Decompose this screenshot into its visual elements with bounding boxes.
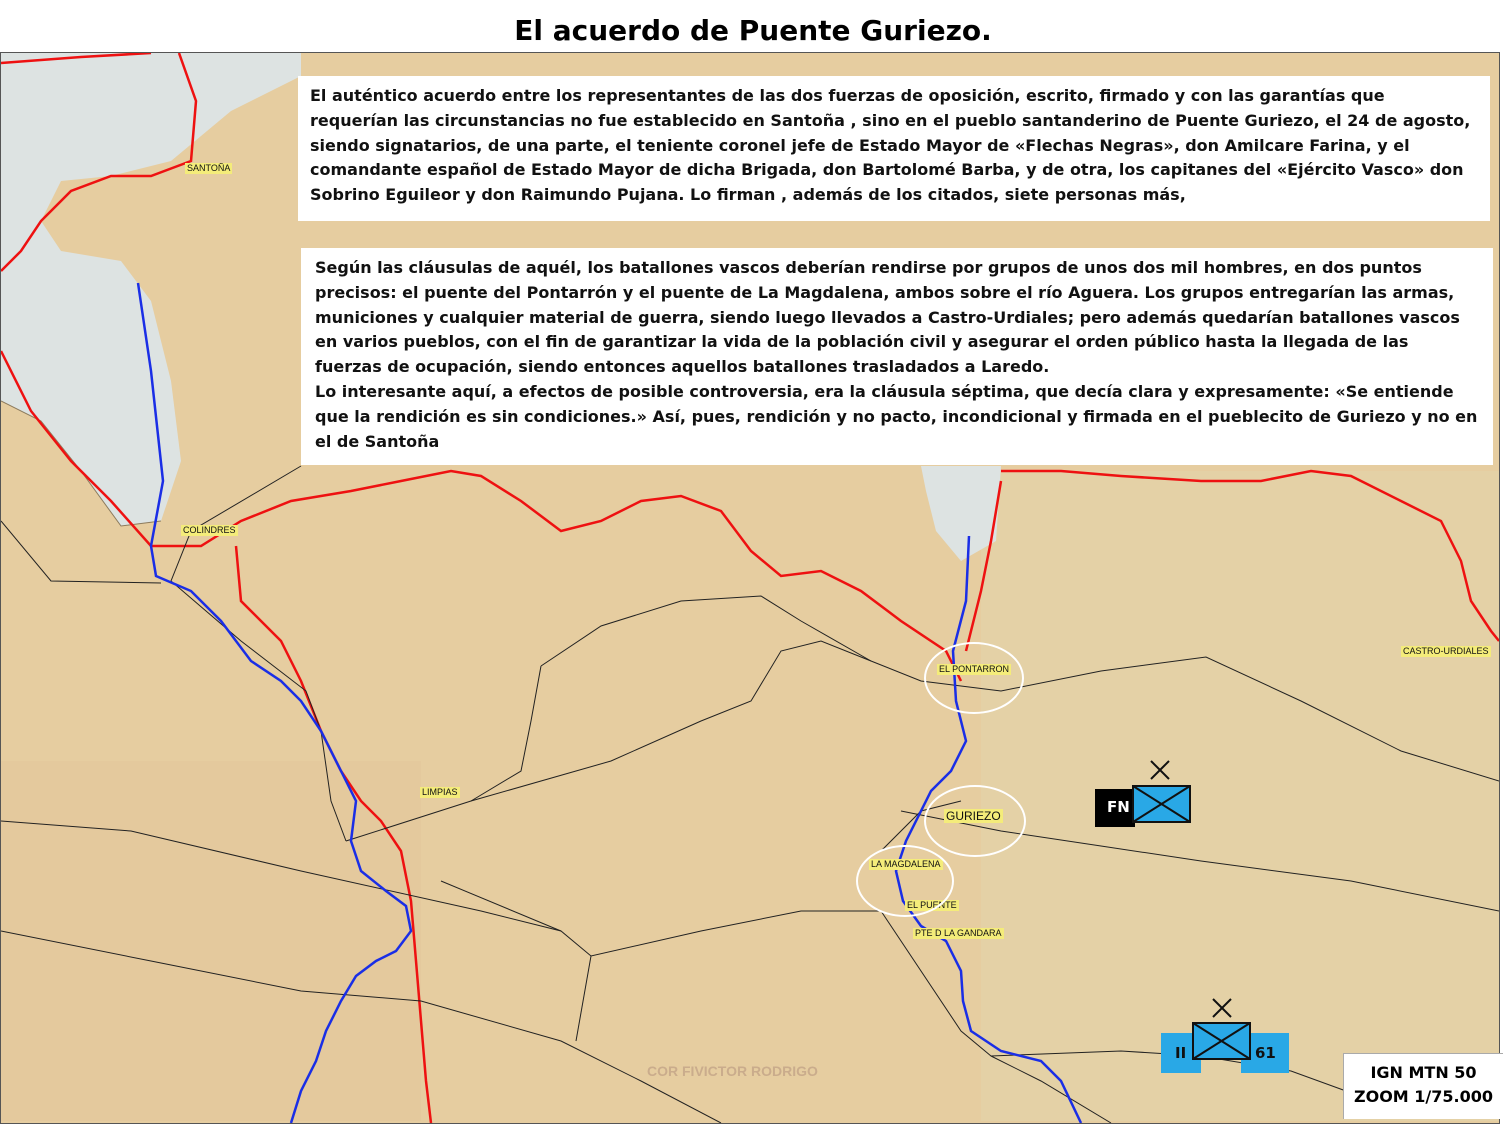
paragraph-2a: Según las cláusulas de aquél, los batallones vascos deberían rendirse por grupos de unos dos mil hombres, en dos puntos precisos: el puente del Pontarrón y el puente de La Magdalena, ambos sobre el río Aguera. Los grupos entregarían las armas, municiones y cualquier material de guerra, siendo luego llevados a Castro-Urdiales; pero además quedarían batallones vascos en varios pueblos, con el fin de garantizar la vida de la población civil y asegurar el orden público hasta la llegada de las fuerzas de ocupación, siendo entonces aquellos batallones trasladados a Laredo.	[315, 258, 1460, 377]
text-box-paragraph-2	[301, 248, 1493, 465]
scale-line-2: ZOOM 1/75.000	[1353, 1087, 1493, 1106]
highlight-ellipse-guriezo	[924, 785, 1026, 857]
place-label-colindres: COLINDRES	[183, 525, 236, 535]
fn-unit-label: FN	[1107, 798, 1130, 816]
battalion-unit-symbol[interactable]	[1191, 995, 1253, 1063]
paragraph-2b: Lo interesante aquí, a efectos de posible controversia, era la cláusula séptima, que decía clara y expresamente: «Se entiende que la rendición es sin condiciones.» Así, pues, rendición y no pacto, incondicional y firmada en el pueblecito de Guriezo y no en el de Santoña	[315, 381, 1478, 451]
highlight-ellipse-magdalena	[856, 845, 954, 917]
battalion-echelon-label: II	[1175, 1044, 1187, 1062]
place-label-limpias: LIMPIAS	[422, 787, 458, 797]
credit-watermark: COR FIVICTOR RODRIGO	[647, 1063, 818, 1079]
place-label-el-puente: EL PUENTE	[907, 900, 957, 910]
battalion-number-label: 61	[1255, 1044, 1276, 1062]
fn-unit-symbol[interactable]	[1131, 757, 1193, 825]
place-label-guriezo: GURIEZO	[946, 809, 1001, 823]
fn-unit-label-box	[1095, 789, 1135, 827]
place-label-pontarron: EL PONTARRON	[939, 664, 1010, 674]
highlight-ellipse-pontarron	[924, 642, 1024, 714]
place-label-magdalena: LA MAGDALENA	[871, 859, 941, 869]
place-label-pte-gandara: PTE D LA GANDARA	[915, 928, 1002, 938]
place-label-santona: SANTOÑA	[187, 163, 231, 173]
text-box-paragraph-1	[298, 76, 1490, 221]
paragraph-1: El auténtico acuerdo entre los representantes de las dos fuerzas de oposición, escrito, firmado y con las garantías que requerían las circunstancias no fue establecido en Santoña , sino en el pueblo santanderino de Puente Guriezo, el 24 de agosto, siendo signatarios, de una parte, el teniente coronel jefe de Estado Mayor de «Flechas Negras», don Amilcare Farina, y el comandante español de Estado Mayor de dicha Brigada, don Bartolomé Barba, y de otra, los capitanes del «Ejército Vasco» don Sobrino Eguileor y don Raimundo Pujana. Lo firman , además de los citados, siete personas más,	[310, 86, 1471, 205]
scale-box	[1343, 1053, 1503, 1119]
scale-line-1: IGN MTN 50	[1370, 1063, 1477, 1082]
map-title: El acuerdo de Puente Guriezo.	[514, 14, 992, 47]
place-label-castro-urdiales: CASTRO-URDIALES	[1403, 646, 1489, 656]
